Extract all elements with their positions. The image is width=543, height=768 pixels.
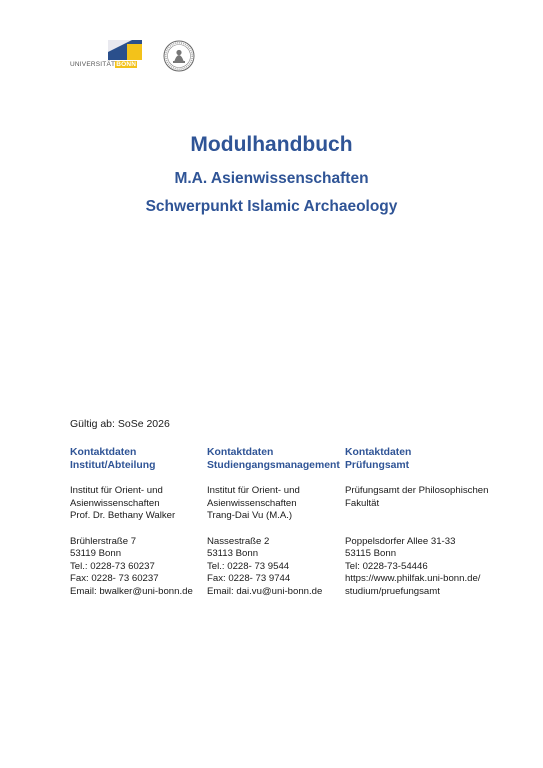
contact-line: Fax: 0228- 73 60237 [70,573,159,584]
contact-line: Tel: 0228-73-54446 [345,560,428,572]
contact-line: Brühlerstraße 7 [70,535,137,547]
contact-line: Prüfungsamt der Philosophischen [345,485,489,496]
contact-column-program-management [207,446,339,598]
university-seal-icon [163,40,195,72]
logo-mark [108,40,142,60]
column-heading: Kontaktdaten [70,447,137,458]
contact-line: Asienwissenschaften [207,497,297,509]
contact-line: Trang-Dai Vu (M.A.) [207,510,293,521]
contact-line: Prof. Dr. Bethany Walker [70,510,176,521]
contact-line: Poppelsdorfer Allee 31-33 [345,535,456,547]
column-heading: Kontaktdaten [207,447,274,458]
logo-wordmark: UNIVERSITÄTBONN [70,61,137,68]
contact-line: Tel.: 0228-73 60237 [70,560,155,572]
page-title: Modulhandbuch [190,133,353,156]
contact-line: 53115 Bonn [345,548,397,559]
contact-line: Fax: 0228- 73 9744 [207,573,291,584]
contact-website: studium/pruefungsamt [345,585,440,597]
university-logo [70,40,142,68]
contact-website: https://www.philfak.uni-bonn.de/ [345,573,481,584]
valid-from: Gültig ab: SoSe 2026 [70,418,170,430]
column-subheading: Studiengangsmanagement [207,460,340,471]
contact-line: Fakultät [345,497,380,509]
specialization: Schwerpunkt Islamic Archaeology [145,198,398,215]
contact-column-exam-office [345,446,493,598]
contact-line: Tel.: 0228- 73 9544 [207,560,290,572]
contact-line: Nassestraße 2 [207,535,270,547]
contact-line: 53113 Bonn [207,548,259,559]
column-heading: Kontaktdaten [345,447,412,458]
contact-line: 53119 Bonn [70,548,122,559]
contact-email: Email: dai.vu@uni-bonn.de [207,585,323,597]
column-subheading: Institut/Abteilung [70,460,156,471]
contact-line: Institut für Orient- und [70,485,163,496]
contact-line: Asienwissenschaften [70,497,160,509]
contact-line [345,510,493,523]
contact-line: Institut für Orient- und [207,485,300,496]
contact-column-institute [70,446,198,598]
contact-email: Email: bwalker@uni-bonn.de [70,585,193,597]
program-name: M.A. Asienwissenschaften [174,170,369,187]
column-subheading: Prüfungsamt [345,460,410,471]
